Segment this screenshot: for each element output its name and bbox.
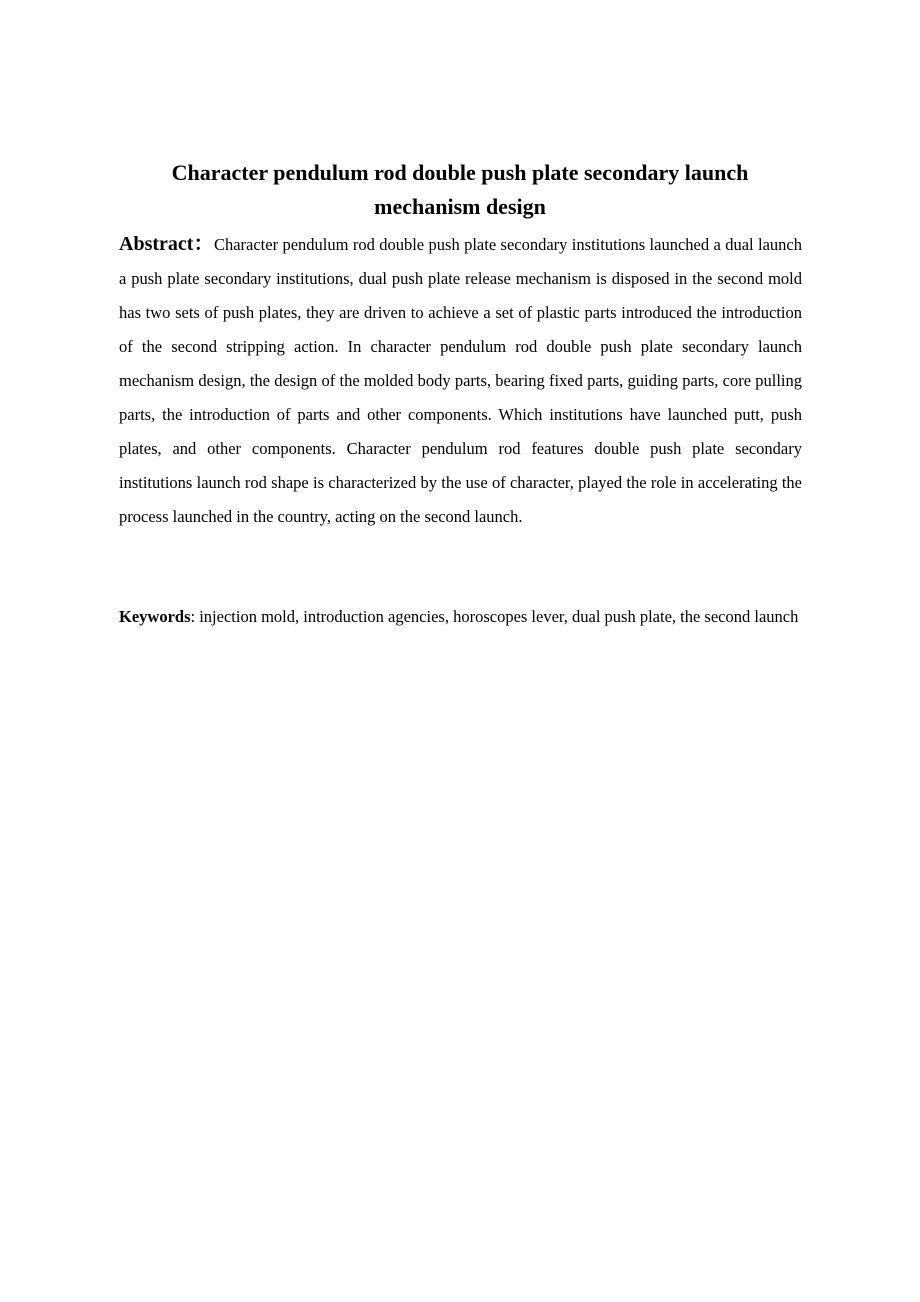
- keywords-label: Keywords: [119, 607, 191, 626]
- document-title: [100, 156, 820, 224]
- keywords-paragraph: [119, 600, 802, 634]
- title-line-1: Character pendulum rod double push plate secondary launch: [171, 160, 749, 185]
- abstract-label: Abstract：: [119, 233, 214, 255]
- title-line-2: mechanism design: [374, 194, 546, 219]
- keywords-text: injection mold, introduction agencies, horoscopes lever, dual push plate, the second launch: [199, 607, 799, 626]
- abstract-paragraph: [119, 227, 802, 534]
- keywords-separator: :: [190, 607, 200, 626]
- abstract-text: Character pendulum rod double push plate secondary institutions launched a dual launch a push plate secondary institutions, dual push plate release mechanism is disposed in the second mold has two sets of push plates, they are driven to achieve a set of plastic parts introduced the introduction of the second stripping action. In character pendulum rod double push plate secondary launch mechanism design, the design of the molded body parts, bearing fixed parts, guiding parts, core pulling parts, the introduction of parts and other components. Which institutions have launched putt, push plates, and other components. Character pendulum rod features double push plate secondary institutions launch rod shape is characterized by the use of character, played the role in accelerating the process launched in the country, acting on the second launch.: [119, 235, 802, 526]
